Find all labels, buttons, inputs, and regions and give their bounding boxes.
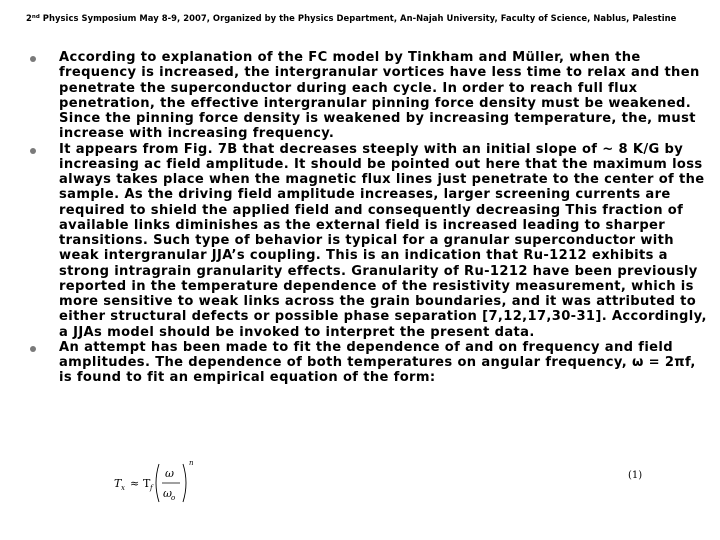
bullet-text: According to explanation of the FC model by Tinkham and Müller, when the frequency is increased, the intergranular vortices have less time to relax and then penetrate the superconductor during each cycle. In order to reach full flux penetration, the effective intergranular pinning force density must be weakened. Since the pinning force density is weakened by increasing temperature, the, must increase with increasing frequency. (59, 50, 700, 142)
equation-number: (1) (628, 470, 643, 481)
equation-left-paren (156, 464, 159, 502)
equation-right-paren (183, 464, 186, 502)
equation-rhs-base: T (143, 477, 151, 490)
bullet-dot-icon (30, 148, 36, 154)
equation-numerator: ω (165, 467, 174, 480)
bullet-dot-icon (30, 346, 36, 352)
bullet-item (30, 50, 710, 142)
header-ordinal: 2 (26, 13, 32, 23)
bullet-item (30, 142, 710, 340)
equation-denominator-subscript: o (171, 494, 176, 502)
equation-lhs: T (114, 477, 122, 490)
header-ordinal-suffix: nd (31, 14, 40, 20)
equation-rhs-subscript: f (150, 484, 153, 492)
bullet-list (30, 50, 710, 386)
equation-approx: ≈ (130, 477, 140, 490)
equation (110, 455, 220, 510)
bullet-dot-icon (30, 56, 36, 62)
bullet-item (30, 340, 710, 386)
equation-lhs-subscript: x (121, 484, 125, 492)
bullet-text: It appears from Fig. 7B that decreases steeply with an initial slope of ~ 8 K/G by increasing ac field amplitude. It should be pointed out here that the maximum loss always takes place when the magnetic flux lines just penetrate to the center of the sample. As the driving field amplitude increases, larger screening currents are required to shield the applied field and consequently decreasing This fraction of available links diminishes as the external field is increased leading to sharper transitions. Such type of behavior is typical for a granular superconductor with weak intergranular JJA’s coupling. This is an indication that Ru-1212 exhibits a strong intragrain granularity effects. Granularity of Ru-1212 have been previously reported in the temperature dependence of the resistivity measurement, which is more sensitive to weak links across the grain boundaries, and it was attributed to either structural defects or possible phase separation [7,12,17,30-31]. Accordingly, a JJAs model should be invoked to interpret the present data. (59, 141, 707, 340)
slide-header (26, 13, 706, 23)
equation-denominator: ω (163, 487, 172, 500)
header-text: Physics Symposium May 8-9, 2007, Organized by the Physics Department, An-Najah University, Faculty of Science, Nablus, Palestine (39, 13, 677, 23)
equation-exponent: n (189, 459, 194, 467)
bullet-text: An attempt has been made to fit the dependence of and on frequency and field amplitudes. The dependence of both temperatures on angular frequency, ω = 2πf, is found to fit an empirical equation of the form: (59, 339, 696, 386)
